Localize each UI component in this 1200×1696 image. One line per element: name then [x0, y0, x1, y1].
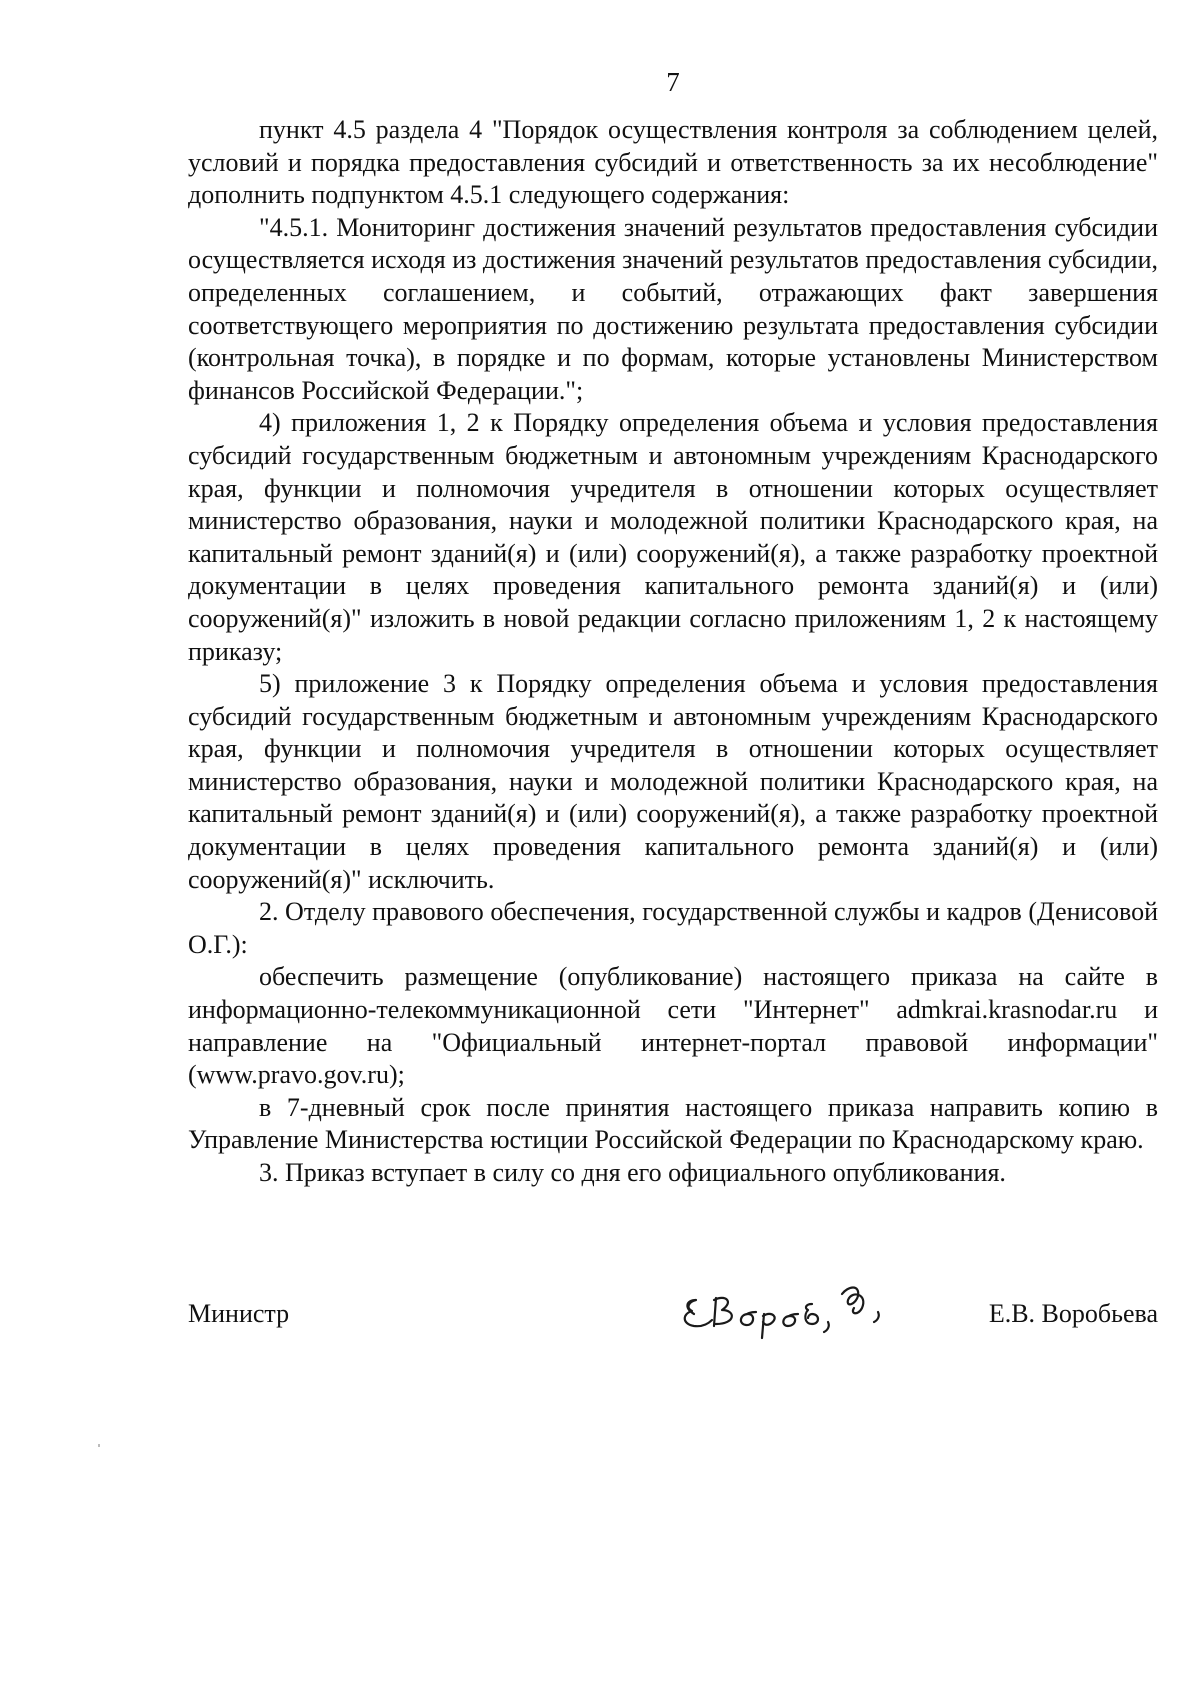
paragraph-point-4: 4) приложения 1, 2 к Порядку определения объема и условия предоставления субсидий государственным бюджетным и автономным учреждениям Краснодарского края, функции и полномочия учредителя в отношении которых осуществляет министерство образования, науки и молодежной политики Краснодарского края, на капитальный ремонт зданий(я) и (или) сооружений(я), а также разработку проектной документации в целях проведения капитального ремонта зданий(я) и (или) сооружений(я)" изложить в новой редакции согласно приложениям 1, 2 к настоящему приказу; — [188, 408, 1158, 666]
scan-speck — [98, 1444, 100, 1447]
paragraph-subitem-4-5-1: "4.5.1. Мониторинг достижения значений результатов предоставления субсидии осуществляется исходя из достижения значений результатов предоставления субсидии, определенных соглашением, и событий, отражающих факт завершения соответствующего мероприятия по достижению результата предоставления субсидии (контрольная точка), в порядке и по формам, которые установлены Министерством финансов Российской Федерации."; — [188, 212, 1158, 405]
paragraph-item-4-5: пункт 4.5 раздела 4 "Порядок осуществления контроля за соблюдением целей, условий и порядка предоставления субсидий и ответственность за их несоблюдение" дополнить подпунктом 4.5.1 следующего содержания: — [188, 115, 1158, 210]
signatory-title: Министр — [188, 1299, 290, 1328]
paragraph-clause-3: 3. Приказ вступает в силу со дня его официального опубликования. — [259, 1158, 1006, 1187]
paragraph-clause-2-copy: в 7-дневный срок после принятия настоящего приказа направить копию в Управление Министерства юстиции Российской Федерации по Краснодарскому краю. — [188, 1092, 1158, 1155]
signatory-name: Е.В. Воробьева — [988, 1299, 1158, 1328]
signature-block — [188, 1276, 1158, 1336]
handwritten-signature — [664, 1264, 944, 1344]
paragraph-point-5: 5) приложение 3 к Порядку определения объема и условия предоставления субсидий государственным бюджетным и автономным учреждениям Краснодарского края, функции и полномочия учредителя в отношении которых осуществляет министерство образования, науки и молодежной политики Краснодарского края, на капитальный ремонт зданий(я) и (или) сооружений(я), а также разработку проектной документации в целях проведения капитального ремонта зданий(я) и (или) сооружений(я)" исключить. — [188, 669, 1158, 894]
paragraph-clause-2: 2. Отделу правового обеспечения, государственной службы и кадров (Денисовой О.Г.): — [188, 897, 1158, 959]
document-body — [188, 114, 1158, 1190]
page-number: 7 — [666, 67, 680, 97]
paragraph-clause-2-publication: обеспечить размещение (опубликование) настоящего приказа на сайте в информационно-телекоммуникационной сети "Интернет" admkrai.krasnodar.ru и направление на "Официальный интернет-портал правовой информации" (www.pravo.gov.ru); — [188, 962, 1158, 1090]
